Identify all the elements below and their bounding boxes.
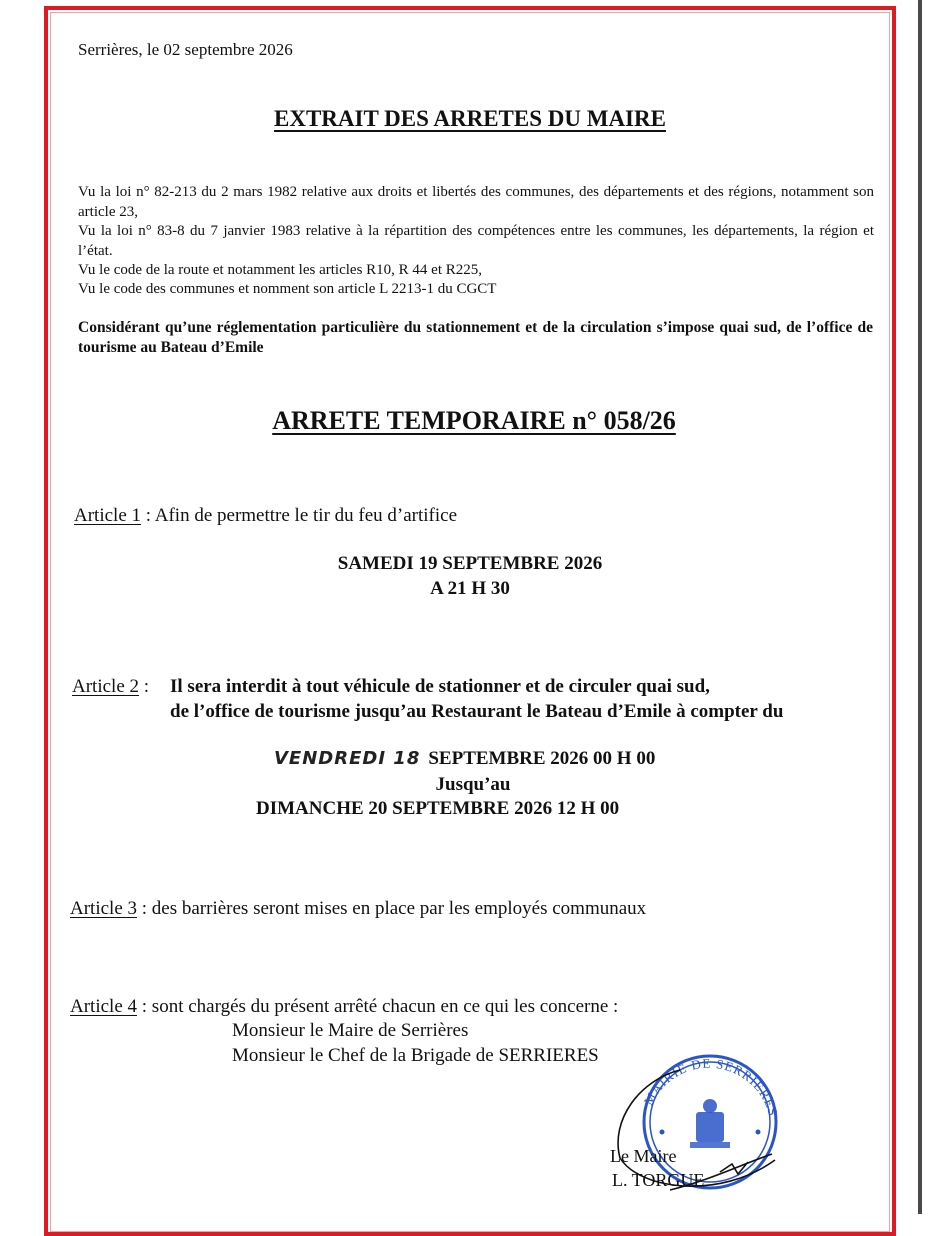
article-2-line-2: de l’office de tourisme jusqu’au Restaurant le Bateau d’Emile à compter du: [170, 701, 784, 722]
article-1-time: A 21 H 30: [430, 578, 510, 599]
considerant-paragraph: Considérant qu’une réglementation particulière du stationnement et de la circulation s’impose quai sud, de l’office de tourisme au Bateau d’Emile: [78, 319, 873, 356]
date-line: Serrières, le 02 septembre 2026: [78, 40, 293, 59]
article-2-heading: [72, 676, 149, 698]
article-3-text: : des barrières seront mises en place par les employés communaux: [137, 898, 647, 919]
article-2-until: Jusqu’au: [435, 774, 511, 795]
stamp-text: MAIRIE DE SERRIERES: [640, 1055, 782, 1118]
article-2-to-date: DIMANCHE 20 SEPTEMBRE 2026 12 H 00: [256, 798, 620, 819]
vu-paragraph-2: Vu la loi n° 83-8 du 7 janvier 1983 relative à la répartition des compétences entre les communes, les départements, la région et l’état.: [78, 223, 874, 259]
article-1-text: : Afin de permettre le tir du feu d’artifice: [141, 505, 458, 526]
article-4-text: : sont chargés du présent arrêté chacun en ce qui les concerne :: [137, 996, 619, 1017]
article-1-label: Article 1: [74, 505, 142, 526]
article-4: [70, 996, 618, 1018]
article-3: [70, 898, 646, 920]
article-1: [74, 505, 457, 527]
article-4-person-1: Monsieur le Maire de Serrières: [232, 1020, 469, 1041]
article-4-person-2: Monsieur le Chef de la Brigade de SERRIERES: [232, 1045, 599, 1066]
arrete-title: [0, 406, 940, 436]
signature-role: Le Maire: [610, 1146, 677, 1166]
article-4-label: Article 4: [70, 996, 138, 1017]
article-2-label: Article 2: [72, 676, 140, 697]
page-edge: [918, 0, 922, 1214]
article-2-from: [274, 748, 655, 770]
vu-paragraph-3: Vu le code de la route et notamment les articles R10, R 44 et R225,: [78, 262, 482, 278]
vu-paragraph-1: Vu la loi n° 82-213 du 2 mars 1982 relative aux droits et libertés des communes, des départements et des régions, notamment son article 23,: [78, 184, 874, 220]
document-title-text: EXTRAIT DES ARRETES DU MAIRE: [274, 106, 666, 131]
signature-name: L. TORGUE: [612, 1170, 705, 1190]
arrete-title-text: ARRETE TEMPORAIRE n° 058/26: [272, 406, 676, 435]
official-stamp: [600, 1040, 800, 1219]
handwritten-date: VENDREDI 18: [274, 748, 421, 769]
document-title: [0, 106, 940, 132]
article-2-line-1: Il sera interdit à tout véhicule de stationner et de circuler quai sud,: [170, 676, 710, 697]
article-2-from-date: SEPTEMBRE 2026 00 H 00: [428, 748, 656, 769]
vu-paragraph-4: Vu le code des communes et nomment son article L 2213-1 du CGCT: [78, 281, 497, 297]
article-3-label: Article 3: [70, 898, 138, 919]
article-2-separator: :: [139, 676, 150, 697]
article-1-date: SAMEDI 19 SEPTEMBRE 2026: [337, 553, 603, 574]
